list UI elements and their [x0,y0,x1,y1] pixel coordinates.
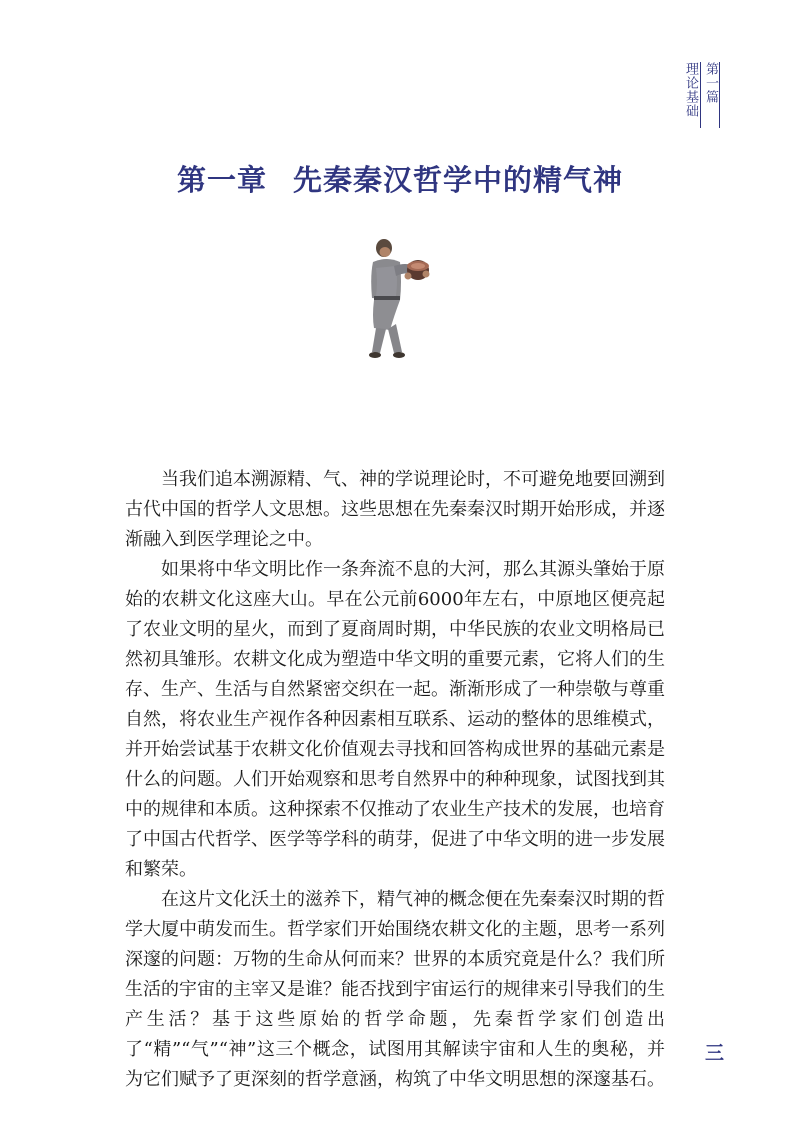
paragraph-2: 如果将中华文明比作一条奔流不息的大河，那么其源头肇始于原始的农耕文化这座大山。早在公元前6000年左右，中原地区便亮起了农业文明的星火，而到了夏商周时期，中华民族的农业文明格局已然初具雏形。农耕文化成为塑造中华文明的重要元素，它将人们的生存、生产、生活与自然紧密交织在一起。渐渐形成了一种崇敬与尊重自然，将农业生产视作各种因素相互联系、运动的整体的思维模式，并开始尝试基于农耕文化价值观去寻找和回答构成世界的基础元素是什么的问题。人们开始观察和思考自然界中的种种现象，试图找到其中的规律和本质。这种探索不仅推动了农业生产技术的发展，也培育了中国古代哲学、医学等学科的萌芽，促进了中华文明的进一步发展和繁荣。 [125,559,665,880]
running-header [681,62,721,128]
paragraph-3: 在这片文化沃土的滋养下，精气神的概念便在先秦秦汉时期的哲学大厦中萌发而生。哲学家们开始围绕农耕文化的主题，思考一系列深邃的问题：万物的生命从何而来？世界的本质究竟是什么？我们所生活的宇宙的主宰又是谁？能否找到宇宙运行的规律来引导我们的生产生活？基于这些原始的哲学命题，先秦哲学家们创造出了“精”“气”“神”这三个概念，试图用其解读宇宙和人生的奥秘，并为它们赋予了更深刻的哲学意涵，构筑了中华文明思想的深邃基石。 [125,889,665,1090]
running-header-part: 第一篇 [703,62,718,104]
running-header-divider [700,62,701,128]
page-number: 三 [705,1042,725,1064]
chapter-title-text: 先秦秦汉哲学中的精气神 [293,163,624,197]
running-header-topic: 理论基础 [683,62,698,118]
chapter-title [0,158,800,199]
chapter-number: 第一章 [176,163,267,197]
paragraph-1: 当我们追本溯源精、气、神的学说理论时，不可避免地要回溯到古代中国的哲学人文思想。这些思想在先秦秦汉时期开始形成，并逐渐融入到医学理论之中。 [125,469,665,550]
running-header-rule [719,62,720,128]
figure-holding-drum-illustration [360,232,440,362]
body-text [125,465,665,1095]
